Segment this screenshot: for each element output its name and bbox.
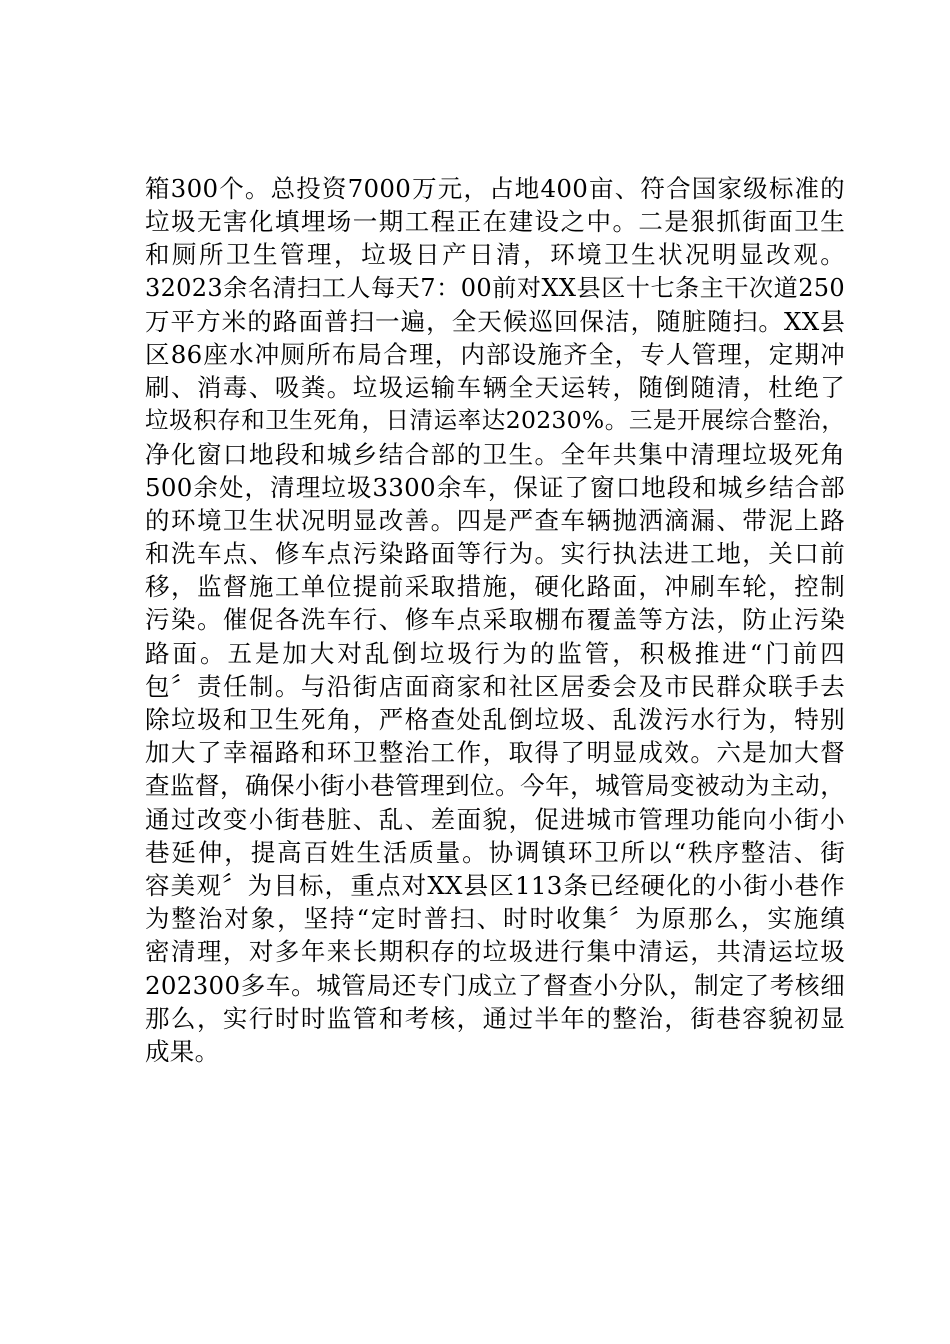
- text-line: 查监督，确保小街小巷管理到位。今年，城管局变被动为主动，: [145, 771, 845, 801]
- text-line: 和厕所卫生管理，垃圾日产日清，环境卫生状况明显改观。: [145, 240, 845, 270]
- text-line: 那么，实行时时监管和考核，通过半年的整治，街巷容貌初显: [145, 1003, 845, 1033]
- text-line: 箱300个。总投资7000万元，占地400亩、符合国家级标准的: [145, 174, 845, 203]
- text-line: 垃圾无害化填埋场一期工程正在建设之中。二是狠抓街面卫生: [145, 207, 845, 237]
- text-line: 的环境卫生状况明显改善。四是严查车辆抛洒滴漏、带泥上路: [145, 505, 845, 535]
- body-paragraph: [145, 172, 845, 1068]
- text-line: 移，监督施工单位提前采取措施，硬化路面，冲刷车轮，控制: [145, 572, 845, 602]
- text-line: 密清理，对多年来长期积存的垃圾进行集中清运，共清运垃圾: [145, 937, 845, 967]
- text-line: 巷延伸，提高百姓生活质量。协调镇环卫所以“秩序整洁、街: [145, 837, 845, 867]
- text-line: 202300多车。城管局还专门成立了督查小分队，制定了考核细: [145, 970, 845, 1000]
- text-line: 和洗车点、修车点污染路面等行为。实行执法进工地，关口前: [145, 539, 845, 569]
- text-line: 容美观〞为目标，重点对XX县区113条已经硬化的小街小巷作: [145, 870, 845, 900]
- text-line: 包〞责任制。与沿街店面商家和社区居委会及市民群众联手去: [145, 671, 845, 701]
- text-line: 通过改变小街巷脏、乱、差面貌，促进城市管理功能向小街小: [145, 804, 845, 834]
- text-line: 500余处，清理垃圾3300余车，保证了窗口地段和城乡结合部: [145, 472, 845, 502]
- text-line: 净化窗口地段和城乡结合部的卫生。全年共集中清理垃圾死角: [145, 439, 845, 469]
- text-line: 垃圾积存和卫生死角，日清运率达20230%。三是开展综合整治，: [145, 406, 845, 435]
- text-line: 除垃圾和卫生死角，严格查处乱倒垃圾、乱泼污水行为，特别: [145, 705, 845, 734]
- text-line-last: 成果。: [145, 1036, 220, 1066]
- text-line: 污染。催促各洗车行、修车点采取棚布覆盖等方法，防止污染: [145, 605, 845, 635]
- text-line: 32023余名清扫工人每天7：00前对XX县区十七条主干次道250: [145, 273, 845, 302]
- text-line: 为整治对象，坚持“定时普扫、时时收集〞为原那么，实施缜: [145, 904, 845, 934]
- text-line: 刷、消毒、吸粪。垃圾运输车辆全天运转，随倒随清，杜绝了: [145, 373, 845, 403]
- text-line: 加大了幸福路和环卫整治工作，取得了明显成效。六是加大督: [145, 738, 845, 768]
- text-line: 路面。五是加大对乱倒垃圾行为的监管，积极推进“门前四: [145, 638, 845, 668]
- text-line: 万平方米的路面普扫一遍，全天候巡回保洁，随脏随扫。XX县: [145, 306, 845, 336]
- text-line: 区86座水冲厕所布局合理，内部设施齐全，专人管理，定期冲: [145, 339, 845, 369]
